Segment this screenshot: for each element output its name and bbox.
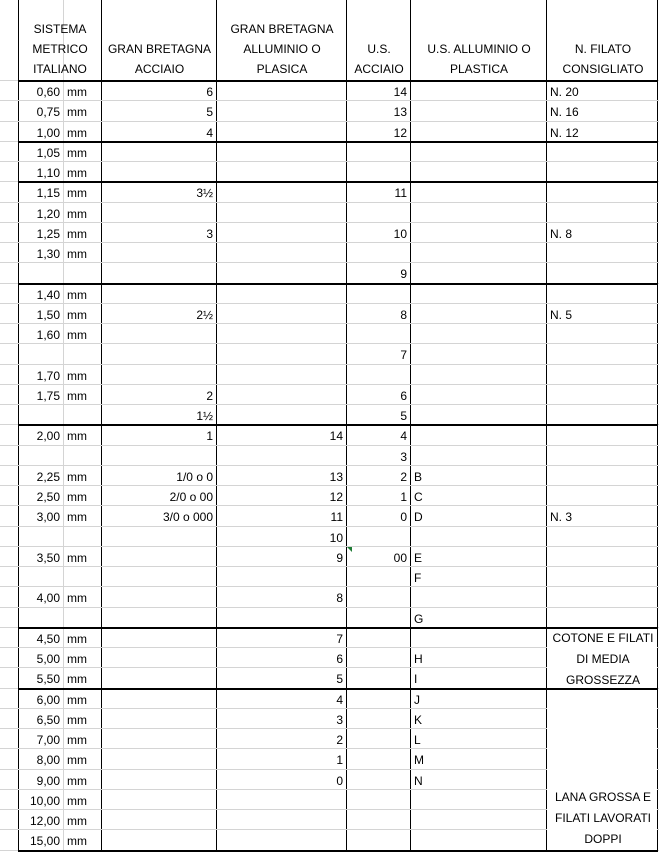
note-line: DI MEDIA: [576, 652, 630, 666]
cell-gb-aluminium[interactable]: [217, 305, 346, 325]
note-line: DOPPI: [584, 832, 622, 846]
cell-unit[interactable]: mm: [67, 368, 87, 383]
cell-yarn[interactable]: [547, 244, 658, 264]
cell-gb-aluminium[interactable]: 4: [336, 692, 343, 707]
cell-gb-steel[interactable]: 3: [206, 226, 213, 241]
cell-gb-steel[interactable]: [102, 528, 216, 548]
cell-yarn[interactable]: [547, 406, 658, 426]
cell-unit[interactable]: mm: [67, 287, 87, 302]
cell-mm[interactable]: [18, 528, 63, 548]
cell-mm[interactable]: 1,50: [36, 307, 60, 322]
cell-unit[interactable]: [64, 447, 101, 467]
cell-unit[interactable]: [64, 406, 101, 426]
cell-us-aluminium[interactable]: [411, 345, 546, 365]
cell-mm[interactable]: 3,00: [36, 509, 60, 524]
cell-gb-aluminium[interactable]: 6: [336, 651, 343, 666]
cell-unit[interactable]: mm: [67, 307, 87, 322]
cell-yarn[interactable]: [547, 204, 658, 224]
cell-unit[interactable]: mm: [67, 165, 87, 180]
cell-gb-steel[interactable]: [102, 366, 216, 386]
cell-us-aluminium[interactable]: [411, 426, 546, 446]
cell-mm[interactable]: 1,05: [36, 145, 60, 160]
header-line: SISTEMA: [33, 22, 87, 36]
cell-gb-aluminium[interactable]: 1: [336, 752, 343, 767]
cell-yarn[interactable]: [547, 487, 658, 507]
cell-us-steel[interactable]: 0: [400, 509, 407, 524]
cell-gb-steel[interactable]: [102, 204, 216, 224]
cell-us-aluminium[interactable]: [411, 325, 546, 345]
note-wool: [547, 689, 659, 851]
cell-unit[interactable]: mm: [67, 145, 87, 160]
cell-gb-steel[interactable]: [102, 730, 216, 750]
cell-unit[interactable]: mm: [67, 226, 87, 241]
cell-us-steel[interactable]: 5: [400, 408, 407, 423]
header-gb-aluminium: [217, 0, 347, 80]
cell-us-aluminium[interactable]: I: [414, 671, 418, 686]
cell-gb-aluminium[interactable]: 10: [329, 530, 343, 545]
cell-unit[interactable]: mm: [67, 590, 87, 605]
cell-us-steel[interactable]: [347, 528, 410, 548]
cell-us-steel[interactable]: 10: [393, 226, 407, 241]
cell-us-aluminium[interactable]: [411, 264, 546, 284]
cell-unit[interactable]: mm: [67, 206, 87, 221]
cell-yarn[interactable]: [547, 285, 658, 305]
cell-us-steel[interactable]: [347, 366, 410, 386]
cell-us-aluminium[interactable]: [411, 811, 546, 831]
cell-unit[interactable]: mm: [67, 469, 87, 484]
header-line: ALLUMINIO O: [243, 42, 321, 56]
cell-us-aluminium[interactable]: [411, 406, 546, 426]
header-line: ACCIAIO: [134, 62, 185, 76]
cell-gb-aluminium[interactable]: [217, 406, 346, 426]
cell-mm[interactable]: 4,00: [36, 590, 60, 605]
cell-gb-steel[interactable]: 2½: [196, 307, 213, 322]
cell-yarn[interactable]: [547, 609, 658, 629]
header-line: PLASICA: [256, 62, 308, 76]
cell-yarn[interactable]: [547, 568, 658, 588]
cell-unit[interactable]: mm: [67, 489, 87, 504]
cell-us-aluminium[interactable]: [411, 82, 546, 102]
cell-mm[interactable]: 8,00: [36, 752, 60, 767]
cell-mm[interactable]: 1,10: [36, 165, 60, 180]
cell-us-aluminium[interactable]: L: [414, 732, 421, 747]
cell-gb-steel[interactable]: [102, 325, 216, 345]
cell-unit[interactable]: mm: [67, 752, 87, 767]
cell-unit[interactable]: mm: [67, 813, 87, 828]
cell-us-aluminium[interactable]: [411, 163, 546, 183]
cell-gb-aluminium[interactable]: [217, 609, 346, 629]
cell-mm[interactable]: 1,70: [36, 368, 60, 383]
cell-gb-aluminium[interactable]: [217, 204, 346, 224]
cell-yarn[interactable]: N. 5: [550, 307, 573, 322]
cell-mm[interactable]: 9,00: [36, 773, 60, 788]
cell-us-steel[interactable]: [347, 791, 410, 811]
cell-mm[interactable]: 7,00: [36, 732, 60, 747]
cell-gb-aluminium[interactable]: [217, 224, 346, 244]
cell-gb-steel[interactable]: [102, 548, 216, 568]
cell-gb-steel[interactable]: [102, 811, 216, 831]
cell-yarn[interactable]: [547, 447, 658, 467]
cell-gb-steel[interactable]: [102, 163, 216, 183]
cell-gb-steel[interactable]: 6: [206, 84, 213, 99]
cell-gb-aluminium[interactable]: 0: [336, 773, 343, 788]
cell-us-aluminium[interactable]: H: [414, 651, 423, 666]
cell-unit[interactable]: mm: [67, 509, 87, 524]
cell-yarn[interactable]: [547, 528, 658, 548]
cell-mm[interactable]: 2,00: [36, 428, 60, 443]
cell-us-steel[interactable]: [347, 710, 410, 730]
cell-us-aluminium[interactable]: [411, 791, 546, 811]
cell-yarn[interactable]: [547, 426, 658, 446]
cell-gb-steel[interactable]: [102, 669, 216, 689]
cell-us-steel[interactable]: [347, 588, 410, 608]
cell-mm[interactable]: 2,50: [36, 489, 60, 504]
cell-gb-aluminium[interactable]: 13: [329, 469, 343, 484]
cell-us-steel[interactable]: 12: [393, 125, 407, 140]
cell-us-aluminium[interactable]: [411, 831, 546, 851]
header-line: GRAN BRETAGNA: [230, 22, 334, 36]
cell-gb-steel[interactable]: 4: [206, 125, 213, 140]
cell-us-steel[interactable]: [347, 690, 410, 710]
header-line: CONSIGLIATO: [562, 62, 644, 76]
cell-mm[interactable]: 1,75: [36, 388, 60, 403]
cell-us-aluminium[interactable]: K: [414, 712, 423, 727]
cell-mm[interactable]: 6,00: [36, 692, 60, 707]
cell-gb-aluminium[interactable]: [217, 143, 346, 163]
cell-mm[interactable]: [18, 447, 63, 467]
cell-unit[interactable]: [64, 264, 101, 284]
cell-mm[interactable]: 5,50: [36, 671, 60, 686]
cell-gb-steel[interactable]: [102, 568, 216, 588]
cell-gb-aluminium[interactable]: [217, 163, 346, 183]
cell-gb-steel[interactable]: 1: [206, 428, 213, 443]
cell-us-steel[interactable]: [347, 669, 410, 689]
cell-us-aluminium[interactable]: [411, 143, 546, 163]
cell-mm[interactable]: [18, 264, 63, 284]
cell-us-aluminium[interactable]: [411, 285, 546, 305]
note-line: GROSSEZZA: [565, 673, 640, 687]
header-line: N. FILATO: [574, 42, 632, 56]
cell-yarn[interactable]: N. 12: [550, 125, 579, 140]
cell-us-steel[interactable]: [347, 750, 410, 770]
cell-mm[interactable]: 6,50: [36, 712, 60, 727]
cell-gb-aluminium[interactable]: 2: [336, 732, 343, 747]
cell-us-steel[interactable]: [347, 568, 410, 588]
cell-us-aluminium[interactable]: [411, 244, 546, 264]
cell-gb-aluminium[interactable]: [217, 325, 346, 345]
cell-yarn[interactable]: N. 3: [550, 509, 573, 524]
cell-unit[interactable]: mm: [67, 651, 87, 666]
cell-us-aluminium[interactable]: [411, 588, 546, 608]
cell-gb-aluminium[interactable]: 8: [336, 590, 343, 605]
cell-gb-aluminium[interactable]: [217, 811, 346, 831]
cell-unit[interactable]: mm: [67, 104, 87, 119]
cell-yarn[interactable]: N. 16: [550, 104, 579, 119]
cell-gb-steel[interactable]: [102, 447, 216, 467]
cell-gb-aluminium[interactable]: [217, 285, 346, 305]
note-line: FILATI LAVORATI: [554, 811, 652, 825]
cell-yarn[interactable]: [547, 548, 658, 568]
cell-us-aluminium[interactable]: [411, 366, 546, 386]
cell-mm[interactable]: [18, 568, 63, 588]
cell-yarn[interactable]: [547, 163, 658, 183]
cell-us-steel[interactable]: [347, 811, 410, 831]
header-line: ACCIAIO: [354, 62, 404, 76]
cell-mm[interactable]: 1,30: [36, 246, 60, 261]
cell-us-aluminium[interactable]: B: [414, 469, 423, 484]
cell-unit[interactable]: mm: [67, 388, 87, 403]
cell-gb-steel[interactable]: [102, 588, 216, 608]
cell-yarn[interactable]: [547, 345, 658, 365]
cell-mm[interactable]: 1,40: [36, 287, 60, 302]
cell-us-aluminium[interactable]: C: [414, 489, 423, 504]
cell-us-aluminium[interactable]: [411, 102, 546, 122]
cell-mm[interactable]: [18, 609, 63, 629]
cell-gb-steel[interactable]: [102, 710, 216, 730]
cell-mm[interactable]: 1,00: [36, 125, 60, 140]
cell-us-aluminium[interactable]: [411, 204, 546, 224]
header-us-aluminium: [411, 0, 547, 80]
header-line: U.S. ALLUMINIO O: [427, 42, 531, 56]
cell-yarn[interactable]: N. 8: [550, 226, 573, 241]
cell-mm[interactable]: [18, 345, 63, 365]
cell-mm[interactable]: 4,50: [36, 631, 60, 646]
cell-unit[interactable]: mm: [67, 631, 87, 646]
cell-unit[interactable]: mm: [67, 125, 87, 140]
cell-gb-steel[interactable]: 1½: [196, 408, 213, 423]
cell-unit[interactable]: [64, 528, 101, 548]
cell-gb-aluminium[interactable]: [217, 183, 346, 203]
cell-gb-aluminium[interactable]: [217, 568, 346, 588]
cell-us-steel[interactable]: 14: [393, 84, 407, 99]
cell-us-aluminium[interactable]: E: [414, 550, 423, 565]
cell-mm[interactable]: 1,25: [36, 226, 60, 241]
cell-us-steel[interactable]: 1: [400, 489, 407, 504]
cell-us-aluminium[interactable]: F: [414, 570, 422, 585]
cell-gb-aluminium[interactable]: [217, 831, 346, 851]
cell-gb-steel[interactable]: [102, 244, 216, 264]
cell-gb-aluminium[interactable]: 9: [336, 550, 343, 565]
cell-yarn[interactable]: N. 20: [550, 84, 579, 99]
header-line: GRAN BRETAGNA: [107, 42, 212, 56]
cell-us-steel[interactable]: [347, 244, 410, 264]
cell-gb-steel[interactable]: [102, 649, 216, 669]
cell-yarn[interactable]: [547, 264, 658, 284]
cell-us-steel[interactable]: 7: [400, 347, 407, 362]
cell-us-steel[interactable]: [347, 325, 410, 345]
cell-us-aluminium[interactable]: J: [414, 692, 420, 707]
cell-gb-aluminium[interactable]: 12: [329, 489, 343, 504]
cell-gb-steel[interactable]: [102, 345, 216, 365]
cell-us-aluminium[interactable]: N: [414, 773, 423, 788]
cell-yarn[interactable]: [547, 325, 658, 345]
cell-gb-aluminium[interactable]: [217, 82, 346, 102]
cell-us-steel[interactable]: [347, 204, 410, 224]
cell-gb-aluminium[interactable]: 7: [336, 631, 343, 646]
cell-gb-steel[interactable]: [102, 143, 216, 163]
cell-unit[interactable]: mm: [67, 833, 87, 848]
cell-yarn[interactable]: [547, 366, 658, 386]
cell-mm[interactable]: 1,15: [36, 185, 60, 200]
cell-gb-aluminium[interactable]: [217, 345, 346, 365]
cell-yarn[interactable]: [547, 588, 658, 608]
cell-unit[interactable]: mm: [67, 84, 87, 99]
cell-gb-steel[interactable]: 3½: [196, 185, 213, 200]
cell-gb-aluminium[interactable]: 14: [329, 428, 343, 443]
cell-mm[interactable]: 1,60: [36, 327, 60, 342]
cell-yarn[interactable]: [547, 386, 658, 406]
cell-gb-steel[interactable]: 2/0 o 00: [169, 489, 213, 504]
header-line: ITALIANO: [33, 62, 87, 76]
cell-unit[interactable]: mm: [67, 793, 87, 808]
header-line: PLASTICA: [449, 62, 509, 76]
cell-gb-aluminium[interactable]: 11: [330, 509, 343, 524]
cell-gb-aluminium[interactable]: [217, 123, 346, 143]
cell-unit[interactable]: mm: [67, 773, 87, 788]
cell-unit[interactable]: mm: [67, 732, 87, 747]
cell-us-steel[interactable]: 00: [393, 550, 407, 565]
cell-us-steel[interactable]: [347, 285, 410, 305]
cell-gb-steel[interactable]: [102, 264, 216, 284]
cell-gb-aluminium[interactable]: 3: [336, 712, 343, 727]
cell-unit[interactable]: mm: [67, 712, 87, 727]
cell-gb-steel[interactable]: 5: [206, 104, 213, 119]
cell-yarn[interactable]: [547, 183, 658, 203]
cell-mm[interactable]: [18, 406, 63, 426]
cell-unit[interactable]: [64, 568, 101, 588]
cell-gb-steel[interactable]: [102, 285, 216, 305]
cell-us-aluminium[interactable]: G: [414, 611, 424, 626]
cell-us-steel[interactable]: 6: [400, 388, 407, 403]
cell-us-aluminium[interactable]: [411, 629, 546, 649]
cell-us-steel[interactable]: [347, 163, 410, 183]
cell-gb-steel[interactable]: [102, 609, 216, 629]
cell-gb-aluminium[interactable]: 5: [336, 671, 343, 686]
header-us-steel: [347, 0, 411, 80]
cell-mm[interactable]: 5,00: [36, 651, 60, 666]
cell-unit[interactable]: mm: [67, 327, 87, 342]
header-gb-steel: [102, 0, 217, 80]
cell-unit[interactable]: mm: [67, 185, 87, 200]
cell-gb-aluminium[interactable]: [217, 264, 346, 284]
cell-us-aluminium[interactable]: [411, 123, 546, 143]
cell-us-aluminium[interactable]: [411, 386, 546, 406]
cell-us-steel[interactable]: 2: [400, 469, 407, 484]
cell-us-steel[interactable]: 3: [400, 449, 407, 464]
cell-gb-steel[interactable]: 1/0 o 0: [176, 469, 213, 484]
note-line: LANA GROSSA E: [554, 790, 652, 804]
cell-mm[interactable]: 12,00: [29, 813, 60, 828]
cell-gb-steel[interactable]: [102, 690, 216, 710]
cell-us-steel[interactable]: 4: [400, 428, 407, 443]
cell-us-steel[interactable]: [347, 831, 410, 851]
cell-us-steel[interactable]: 11: [394, 185, 407, 200]
note-cotton: [547, 628, 659, 691]
cell-us-aluminium[interactable]: [411, 305, 546, 325]
cell-us-aluminium[interactable]: D: [414, 509, 423, 524]
cell-us-aluminium[interactable]: M: [414, 752, 424, 767]
cell-us-steel[interactable]: [347, 629, 410, 649]
cell-gb-aluminium[interactable]: [217, 791, 346, 811]
cell-unit[interactable]: mm: [67, 692, 87, 707]
cell-unit[interactable]: [64, 345, 101, 365]
cell-gb-steel[interactable]: [102, 750, 216, 770]
cell-unit[interactable]: mm: [67, 246, 87, 261]
cell-us-steel[interactable]: [347, 143, 410, 163]
cell-mm[interactable]: 0,60: [36, 84, 60, 99]
cell-us-aluminium[interactable]: [411, 528, 546, 548]
cell-gb-steel[interactable]: [102, 831, 216, 851]
cell-gb-aluminium[interactable]: [217, 102, 346, 122]
cell-us-steel[interactable]: 13: [393, 104, 407, 119]
cell-mm[interactable]: 1,20: [36, 206, 60, 221]
cell-us-aluminium[interactable]: [411, 183, 546, 203]
cell-gb-aluminium[interactable]: [217, 244, 346, 264]
cell-mm[interactable]: 0,75: [36, 104, 60, 119]
cell-us-steel[interactable]: [347, 771, 410, 791]
header-line: METRICO: [32, 42, 88, 56]
cell-mm[interactable]: 15,00: [29, 833, 60, 848]
cell-gb-aluminium[interactable]: [217, 366, 346, 386]
header-metric: [18, 0, 102, 80]
header-yarn: [547, 0, 659, 80]
cell-gb-aluminium[interactable]: [217, 386, 346, 406]
header-line: U.S.: [367, 42, 391, 56]
cell-mm[interactable]: 10,00: [29, 793, 60, 808]
cell-gb-aluminium[interactable]: [217, 447, 346, 467]
cell-gb-steel[interactable]: [102, 771, 216, 791]
cell-us-aluminium[interactable]: [411, 224, 546, 244]
cell-yarn[interactable]: [547, 467, 658, 487]
note-line: COTONE E FILATI: [552, 631, 654, 645]
cell-unit[interactable]: [64, 609, 101, 629]
cell-yarn[interactable]: [547, 143, 658, 163]
cell-us-steel[interactable]: 9: [400, 266, 407, 281]
cell-us-steel[interactable]: [347, 730, 410, 750]
cell-gb-steel[interactable]: [102, 791, 216, 811]
cell-us-aluminium[interactable]: [411, 447, 546, 467]
cell-gb-steel[interactable]: 2: [206, 388, 213, 403]
cell-unit[interactable]: mm: [67, 428, 87, 443]
cell-mm[interactable]: 3,50: [36, 550, 60, 565]
cell-mm[interactable]: 2,25: [36, 469, 60, 484]
cell-us-steel[interactable]: [347, 609, 410, 629]
cell-us-steel[interactable]: 8: [400, 307, 407, 322]
cell-us-steel[interactable]: [347, 649, 410, 669]
cell-gb-steel[interactable]: [102, 629, 216, 649]
cell-unit[interactable]: mm: [67, 671, 87, 686]
comment-marker: [347, 547, 352, 552]
cell-unit[interactable]: mm: [67, 550, 87, 565]
cell-gb-steel[interactable]: 3/0 o 000: [162, 509, 213, 524]
